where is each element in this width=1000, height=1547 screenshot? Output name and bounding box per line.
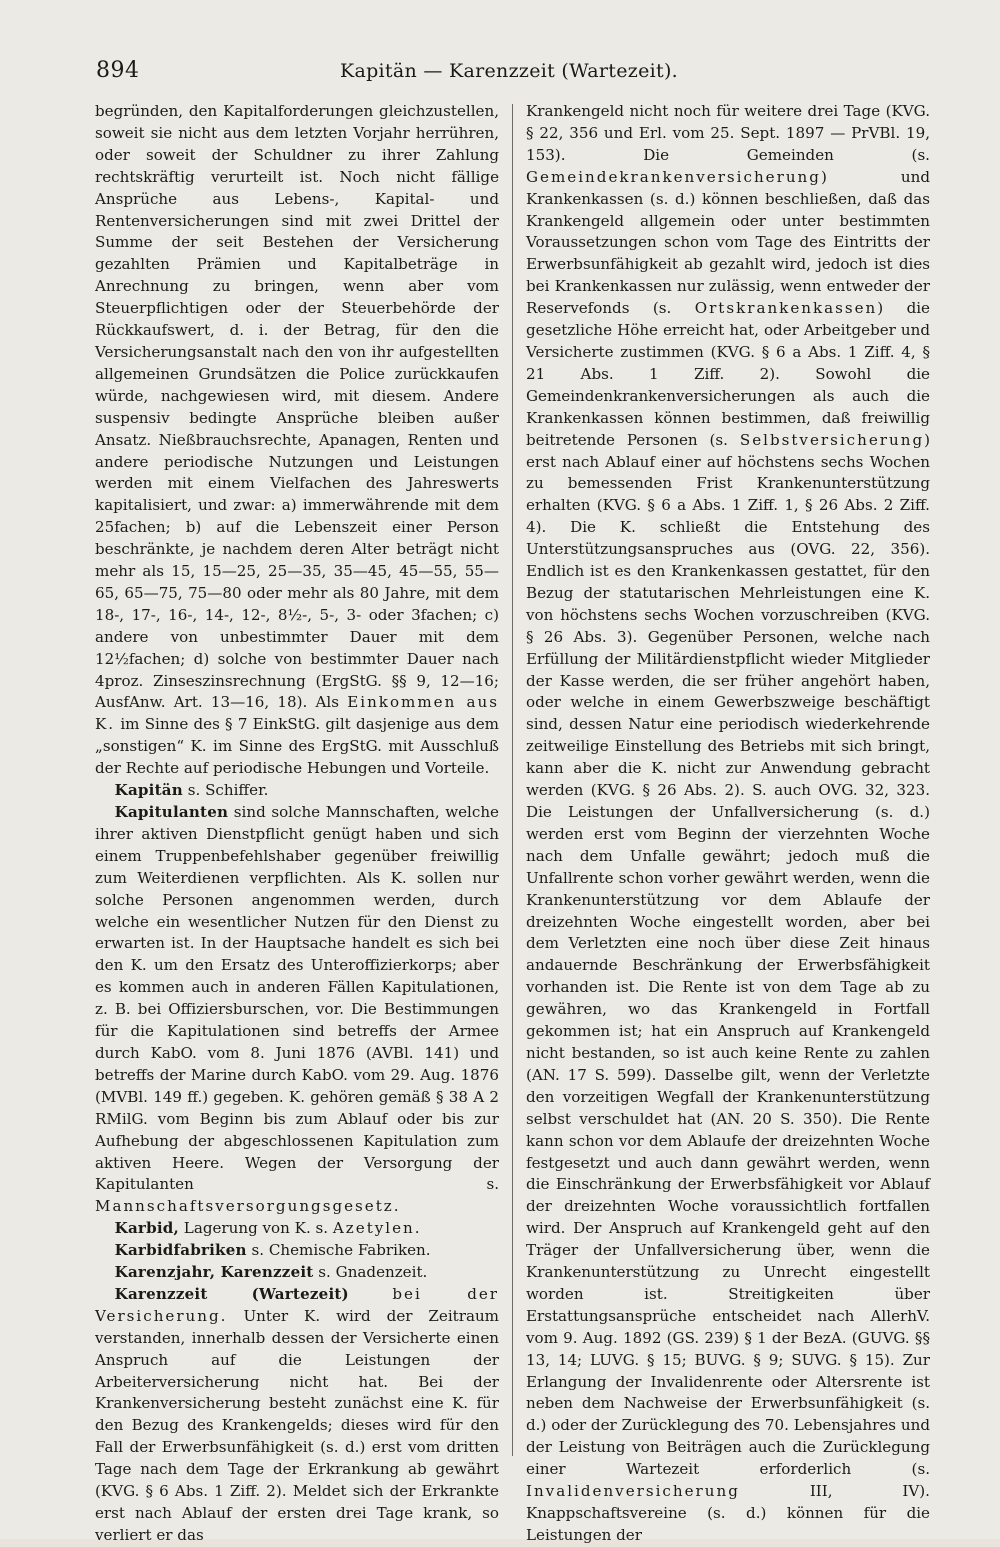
column-divider (512, 104, 513, 1456)
left-column (95, 101, 499, 1544)
entry-kapitaen (95, 780, 499, 802)
cross-reference: Mannschaftsversorgungsgesetz. (95, 1197, 401, 1216)
entry-headword: Karenzjahr, Karenzzeit (114, 1263, 314, 1282)
entry-headword: Kapitulanten (114, 803, 229, 821)
entry-karbidfabriken (95, 1240, 499, 1262)
spaced-term: bei der Versicherung. (95, 1284, 499, 1325)
paragraph-text: im Sinne des § 7 EinkStG. gilt dasjenige aus dem „sonstigen“ K. im Sinne des ErgStG. mit Ausschluß der Rechte auf periodische Hebungen und Vorteile. (95, 715, 499, 778)
right-column (526, 101, 930, 1544)
paragraph-text: begründen, den Kapitalforderungen gleichzustellen, soweit sie nicht aus dem letzten Vorjahr herrühren, oder soweit der Schuldner zu ihrer Zahlung rechtskräftig verurteilt ist. Noch nicht fällige Ansprüche aus Lebens-, Kapital- und Rentenversicherungen sind mit zwei Drittel der Summe der seit Bestehen der Versicherung gezahlten Prämien und Kapitalbeträge in Anrechnung zu bringen, wenn aber vom Steuerpflichtigen oder der Steuerbehörde der Rückkaufswert, d. i. der Betrag, für den die Versicherungsanstalt nach den von ihr aufgestellten allgemeinen Grundsätzen die Police zurückkaufen würde, nachgewiesen wird, mit diesem. Andere suspensiv bedingte Ansprüche bleiben außer Ansatz. Nießbrauchsrechte, Apanagen, Renten und andere periodische Nutzungen und Leistungen werden mit einem Vielfachen des Jahreswerts kapitalisiert, und zwar: a) immerwährende mit dem 25fachen; b) auf die Lebenszeit einer Person beschränkte, je nachdem deren Alter beträgt nicht mehr als 15, 15—25, 25—35, 35—45, 45—55, 55—65, 65—75, 75—80 oder mehr als 80 Jahre, mit dem 18-, 17-, 16-, 14-, 12-, 8½-, 5-, 3- oder 3fachen; c) andere von unbestimmter Dauer mit dem 12½fachen; d) solche von bestimmter Dauer nach 4proz. Zinseszinsrechnung (ErgStG. §§ 9, 12—16; AusfAnw. Art. 13—16, 18). Als (95, 102, 499, 712)
entry-text: s. Schiffer. (187, 781, 269, 800)
cross-reference: Azetylen. (332, 1219, 422, 1238)
capital-assessment-paragraph (95, 101, 499, 780)
paragraph-text: ) die gesetzliche Höhe erreicht hat, oder Arbeitgeber und Versicherte zustimmen (KVG. § 6 a Abs. 1 Ziff. 4, § 21 Abs. 1 Ziff. 2). Sowohl die Gemeindenkrankenversicherungen als auch die Krankenkassen können bestimmen, daß freiwillig beitretende Personen (s. (526, 299, 930, 449)
running-head: Kapitän — Karenzzeit (Wartezeit). (339, 60, 679, 82)
entry-karbid (95, 1218, 499, 1240)
entry-headword: Karbidfabriken (114, 1241, 247, 1260)
cross-reference: Selbstversicherung (739, 430, 925, 449)
karenzzeit-continuation (526, 101, 930, 1547)
paragraph-text: ) und Krankenkassen (s. d.) können beschließen, daß das Krankengeld allgemein oder unter bestimmten Voraussetzungen schon vom Tage des Eintritts der Erwerbsunfähigkeit ab gezahlt wird, jedoch ist dies bei Krankenkassen nur zulässig, wenn entweder der Reservefonds (s. (526, 167, 930, 318)
entry-kapitulanten (95, 802, 499, 1218)
spaced-term: Einkommen aus K. (95, 693, 499, 734)
entry-text: s. Chemische Fabriken. (251, 1241, 431, 1260)
paragraph-text: ) erst nach Ablauf einer auf höchstens sechs Wochen zu bemessenden Frist Krankenunterstützung erhalten (KVG. § 6 a Abs. 1 Ziff. 1, § 26 Abs. 2 Ziff. 4). Die K. schließt die Entstehung des Unterstützungsanspruches aus (OVG. 22, 356). Endlich ist es den Krankenkassen gestattet, für den Bezug der statutarischen Mehrleistungen eine K. von höchstens sechs Wochen vorzuschreiben (KVG. § 26 Abs. 3). Gegenüber Personen, welche nach Erfüllung der Militärdienstpflicht wieder Mitglieder der Kasse werden, die ser früher angehört haben, oder welche in einem Gewerbszweige beschäftigt sind, dessen Natur eine periodisch wiederkehrende zeitweilige Einstellung des Betriebs mit sich bringt, kann aber die K. nicht zur Anwendung gebracht werden (KVG. § 26 Abs. 2). S. auch OVG. 32, 323. Die Leistungen der Unfallversicherung (s. d.) werden erst vom Beginn der vierzehnten Woche nach dem Unfalle gewährt; jedoch muß die Unfallrente schon vorher gewährt werden, wenn die Krankenunterstützung vor dem Ablaufe der dreizehnten Woche eingestellt worden, aber bei dem Verletzten eine noch über diese Zeit hinaus andauernde Beschränkung der Erwerbsfähigkeit vorhanden ist. Die Rente ist von dem Tage ab zu gewähren, wo das Krankengeld in Fortfall gekommen ist; hat ein Anspruch auf Krankengeld nicht bestanden, so ist auch keine Rente zu zahlen (AN. 17 S. 599). Dasselbe gilt, wenn der Verletzte den vorzeitigen Wegfall der Krankenunterstützung selbst verschuldet hat (AN. 20 S. 350). Die Rente kann schon vor dem Ablaufe der dreizehnten Woche festgesetzt und auch dann gewährt werden, wenn die Einschränkung der Erwerbsfähigkeit vor Ablauf der dreizehnten Woche voraussichtlich fortfallen wird. Der Anspruch auf Krankengeld geht auf den Träger der Unfallversicherung über, wenn die Krankenunterstützung zu Unrecht eingestellt worden ist. Streitigkeiten über Erstattungsansprüche entscheidet nach AllerhV. vom 9. Aug. 1892 (GS. 239) § 1 der BezA. (GUVG. §§ 13, 14; LUVG. § 15; BUVG. § 9; SUVG. § 15). Zur Erlangung der Invalidenrente oder Altersrente ist neben dem Nachweise der Erwerbsunfähigkeit (s. d.) oder der Zurücklegung des 70. Lebensjahres und der Leistung von Beiträgen auch die Zurücklegung einer Wartezeit erforderlich (s. (526, 430, 930, 1479)
entry-text: sind solche Mannschaften, welche ihrer aktiven Dienstpflicht genügt haben und sich einem Truppenbefehlshaber gegenüber freiwillig zum Weiterdienen verpflichten. Als K. sollen nur solche Personen angenommen werden, durch welche ein wesentlicher Nutzen für den Dienst zu erwarten ist. In der Hauptsache handelt es sich bei den K. um den Ersatz des Unteroffizierkorps; aber es kommen auch in anderen Fällen Kapitulationen, z. B. bei Offiziersburschen, vor. Die Bestimmungen für die Kapitulationen sind betreffs der Armee durch KabO. vom 8. Juni 1876 (AVBl. 141) und betreffs der Marine durch KabO. vom 29. Aug. 1876 (MVBl. 149 ff.) gegeben. K. gehören gemäß § 38 A 2 RMilG. vom Beginn bis zum Ablauf oder bis zur Aufhebung der abgeschlossenen Kapitulation zum aktiven Heere. Wegen der Versorgung der Kapitulanten s. (95, 803, 499, 1194)
entry-karenzjahr (95, 1262, 499, 1284)
entry-headword: Karenzzeit (Wartezeit) (114, 1284, 349, 1303)
cross-reference: Invalidenversicherung (526, 1482, 740, 1501)
cross-reference: Ortskrankenkassen (694, 299, 878, 318)
entry-text: Lagerung von K. s. (183, 1219, 329, 1238)
cross-reference: Gemeindekrankenversicherung (526, 167, 821, 186)
entry-text: s. Gnadenzeit. (318, 1263, 428, 1282)
entry-karenzzeit (95, 1284, 499, 1547)
paragraph-text: Krankengeld nicht noch für weitere drei Tage (KVG. § 22, 356 und Erl. vom 25. Sept. 1897 — PrVBl. 19, 153). Die Gemeinden (s. (526, 102, 930, 164)
page-header (96, 58, 922, 92)
page-number: 894 (96, 58, 140, 83)
entry-headword: Kapitän (114, 781, 183, 800)
paragraph-text: III, IV). Knappschaftsvereine (s. d.) können für die Leistungen der (526, 1482, 930, 1544)
entry-text: Unter K. wird der Zeitraum verstanden, innerhalb dessen der Versicherte einen Anspruch auf die Leistungen der Arbeiterversicherung nicht hat. Bei der Krankenversicherung besteht zunächst eine K. für den Bezug des Krankengelds; dieses wird für den Fall der Erwerbsunfähigkeit (s. d.) erst vom dritten Tage nach dem Tage der Erkrankung ab gewährt (KVG. § 6 Abs. 1 Ziff. 2). Meldet sich der Erkrankte erst nach Ablauf der ersten drei Tage krank, so verliert er das (95, 1306, 499, 1544)
entry-headword: Karbid, (114, 1219, 179, 1238)
